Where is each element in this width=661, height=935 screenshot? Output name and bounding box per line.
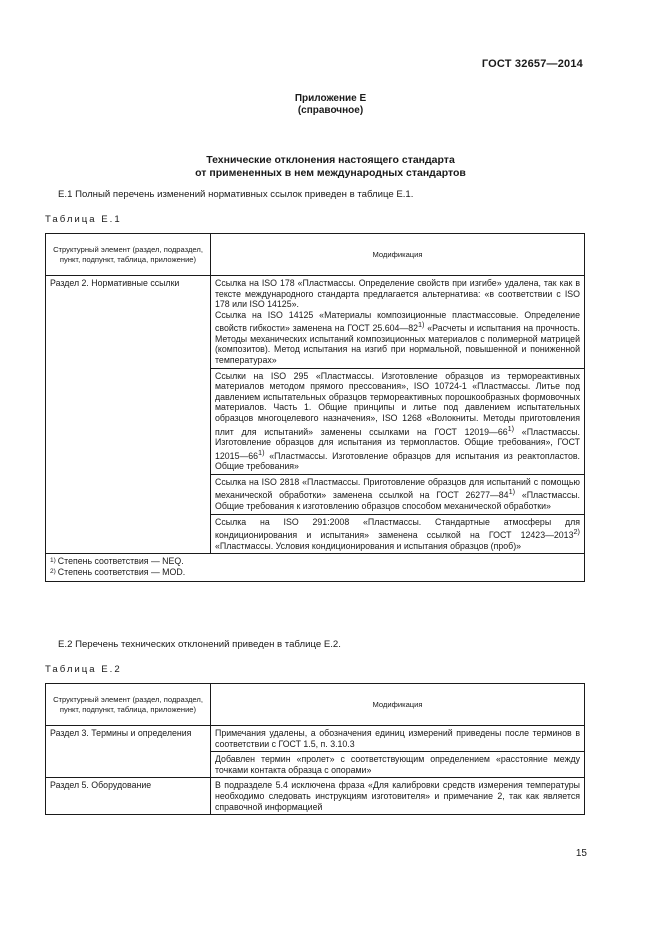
table-e1-footnotes xyxy=(46,554,585,581)
table-e2-section3-mod-1: Примечания удалены, а обозначения единиц измерений приведены после терминов в соответствии с ГОСТ 1.5, п. 3.10.3 xyxy=(211,726,585,752)
footnote-1-marker: 1) xyxy=(50,557,56,565)
paragraph-e2: Е.2 Перечень технических отклонений приведен в таблице Е.2. xyxy=(58,639,341,650)
table-e1-section-label: Раздел 2. Нормативные ссылки xyxy=(46,276,211,554)
table-e2-header-modification: Модификация xyxy=(211,684,585,726)
footnote-2-text: Степень соответствия — MOD. xyxy=(57,567,186,578)
section-title-line1: Технические отклонения настоящего стандарта xyxy=(206,154,455,166)
standard-number: ГОСТ 32657—2014 xyxy=(481,58,583,70)
table-e1-mod-3: Ссылка на ISO 2818 «Пластмассы. Приготовление образцов для испытаний с помощью механической обработки» заменена ссылкой на ГОСТ 26277—84$^{1)}$ «Пластмассы. Общие требования к изготовлению образцов способом механической обработки» xyxy=(211,474,585,514)
table-e1-header-element: Структурный элемент (раздел, подраздел, пункт, подпункт, таблица, приложение) xyxy=(46,234,211,276)
appendix-heading xyxy=(0,93,661,117)
appendix-subtitle: (справочное) xyxy=(297,105,364,116)
table-e2-caption: Таблица Е.2 xyxy=(45,664,122,675)
table-e1-caption: Таблица Е.1 xyxy=(45,214,122,225)
footnote-1 xyxy=(50,556,580,567)
table-e1-footnote-row xyxy=(46,554,585,581)
table-e1-mod-2: Ссылки на ISO 295 «Пластмассы. Изготовление образцов из термореактивных материалов методом прямого прессования», ISO 10724-1 «Пластмассы. Литье под давлением испытательных образцов термореактивных порошкообразных формовочных материалов. Часть 1. Общие принципы и литье под давлением испытательных образцов многоцелевого назначения», ISO 1268 «Волокниты. Методы приготовления плит для испытаний» заменены ссылками на ГОСТ 12019—66$^{1)}$ «Пластмассы. Изготовление образцов для испытания из термопластов. Общие требования», ГОСТ 12015—66$^{1)}$ «Пластмассы. Изготовление образцов для испытания из реактопластов. Общие требования» xyxy=(211,368,585,474)
table-e1-header-row xyxy=(46,234,585,276)
table-e1-mod-4: Ссылка на ISO 291:2008 «Пластмассы. Стандартные атмосферы для кондиционирования и испытания» заменена ссылкой на ГОСТ 12423—2013$^{2)}$ «Пластмассы. Условия кондиционирования и испытания образцов (проб)» xyxy=(211,514,585,554)
table-e2 xyxy=(45,683,585,815)
table-row xyxy=(46,778,585,815)
footnote-2-marker: 2) xyxy=(50,568,56,576)
table-e2-section5-label: Раздел 5. Оборудование xyxy=(46,778,211,815)
table-e2-section3-label: Раздел 3. Термины и определения xyxy=(46,726,211,778)
table-e2-header-row xyxy=(46,684,585,726)
table-e2-section5-mod-1: В подразделе 5.4 исключена фраза «Для калибровки средств измерения температуры необходимо следовать инструкциям изготовителя» и примечание 2, так как является справочной информацией xyxy=(211,778,585,815)
page-number: 15 xyxy=(575,848,587,859)
table-row xyxy=(46,726,585,752)
table-e2-section3-mod-2: Добавлен термин «пролет» с соответствующим определением «расстояние между точками контакта образца с опорами» xyxy=(211,752,585,778)
footnote-1-text: Степень соответствия — NEQ. xyxy=(57,556,184,567)
section-title-line2: от примененных в нем международных стандартов xyxy=(195,167,466,179)
table-row xyxy=(46,276,585,369)
table-e1-header-modification: Модификация xyxy=(211,234,585,276)
table-e2-header-element: Структурный элемент (раздел, подраздел, пункт, подпункт, таблица, приложение) xyxy=(46,684,211,726)
table-e1-mod-1: Ссылка на ISO 178 «Пластмассы. Определение свойств при изгибе» удалена, так как в тексте международного стандарта предлагается альтернатива: «в соответствии с ISO 178 или ISO 14125». Ссылка на ISO 14125 «Материалы композиционные пластмассовые. Определение свойств гибкости» заменена на ГОСТ 25.604—82$^{1)}$ «Расчеты и испытания на прочность. Методы механических испытаний композиционных материалов с полимерной матрицей (композитов). Метод испытания на изгиб при нормальной, повышенной и пониженной температурах» xyxy=(211,276,585,369)
paragraph-e1: Е.1 Полный перечень изменений нормативных ссылок приведен в таблице Е.1. xyxy=(58,189,414,200)
appendix-title: Приложение Е xyxy=(294,93,367,104)
footnote-2 xyxy=(50,567,580,578)
section-title xyxy=(0,154,661,180)
table-e1 xyxy=(45,233,585,582)
